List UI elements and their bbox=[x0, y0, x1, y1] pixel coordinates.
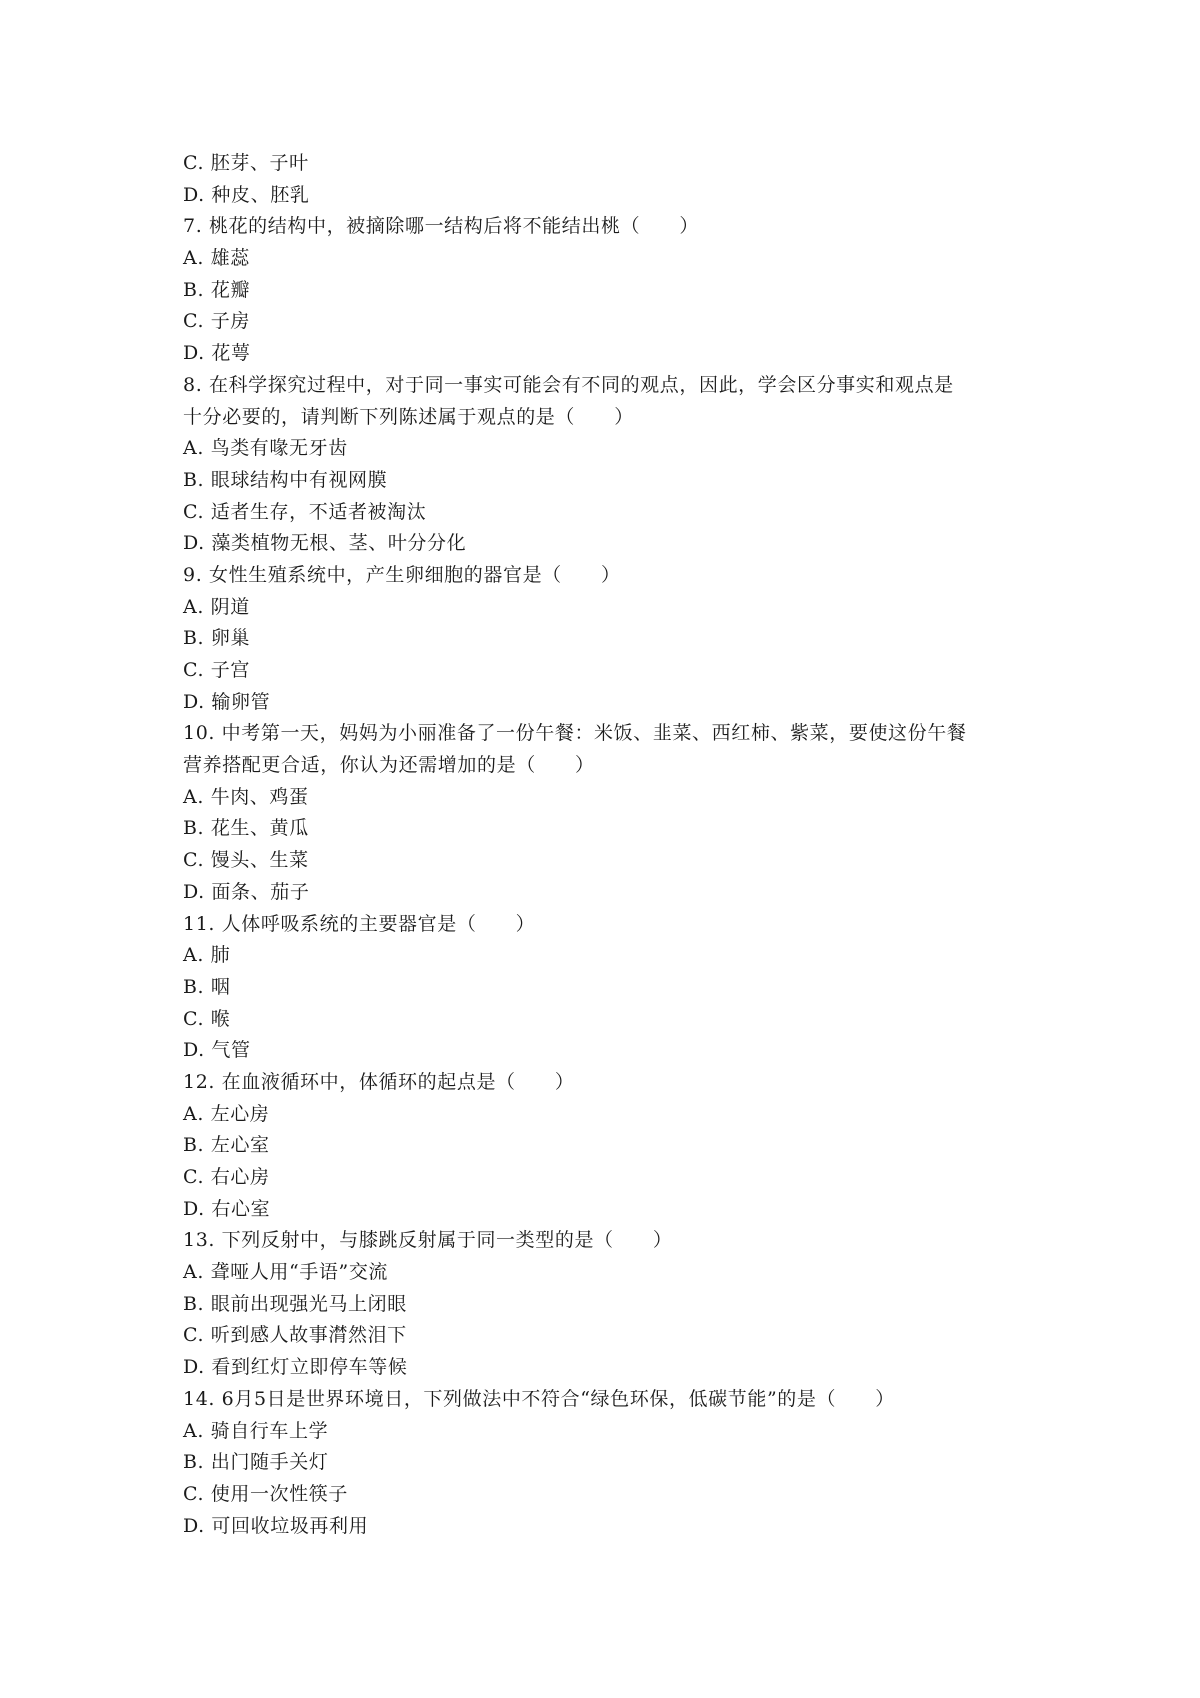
option-c: C. 馒头、生菜 bbox=[183, 849, 309, 872]
document-page bbox=[183, 148, 1043, 1542]
option-b: B. 卵巢 bbox=[183, 627, 251, 650]
question-10-cont: 营养搭配更合适，你认为还需增加的是（ ） bbox=[183, 754, 595, 777]
option-b: B. 眼球结构中有视网膜 bbox=[183, 468, 388, 491]
option-c: C. 胚芽、子叶 bbox=[183, 152, 309, 174]
option-a: A. 左心房 bbox=[183, 1102, 270, 1125]
option-b: B. 左心室 bbox=[183, 1134, 270, 1157]
question-9: 9. 女性生殖系统中，产生卵细胞的器官是（ ） bbox=[183, 563, 621, 586]
option-b: B. 眼前出现强光马上闭眼 bbox=[183, 1292, 407, 1315]
option-a: A. 骑自行车上学 bbox=[183, 1419, 329, 1442]
option-c: C. 听到感人故事潸然泪下 bbox=[183, 1324, 407, 1347]
option-d: D. 输卵管 bbox=[183, 690, 271, 713]
option-d: D. 面条、茄子 bbox=[183, 880, 310, 903]
option-a: A. 肺 bbox=[183, 944, 231, 967]
option-a: A. 牛肉、鸡蛋 bbox=[183, 785, 309, 808]
question-13: 13. 下列反射中，与膝跳反射属于同一类型的是（ ） bbox=[183, 1229, 673, 1252]
question-12: 12. 在血液循环中，体循环的起点是（ ） bbox=[183, 1070, 575, 1093]
option-d: D. 种皮、胚乳 bbox=[183, 183, 310, 206]
option-a: A. 雄蕊 bbox=[183, 247, 250, 270]
question-10: 10. 中考第一天，妈妈为小丽准备了一份午餐：米饭、韭菜、西红柿、紫菜，要使这份午餐 bbox=[183, 722, 967, 745]
question-11: 11. 人体呼吸系统的主要器官是（ ） bbox=[183, 912, 536, 935]
option-d: D. 看到红灯立即停车等候 bbox=[183, 1356, 408, 1379]
option-d: D. 右心室 bbox=[183, 1197, 271, 1220]
question-8-cont: 十分必要的，请判断下列陈述属于观点的是（ ） bbox=[183, 405, 634, 428]
option-c: C. 使用一次性筷子 bbox=[183, 1482, 348, 1505]
question-8: 8. 在科学探究过程中，对于同一事实可能会有不同的观点，因此，学会区分事实和观点是 bbox=[183, 373, 954, 396]
option-b: B. 咽 bbox=[183, 975, 231, 998]
option-c: C. 子房 bbox=[183, 310, 250, 333]
question-7: 7. 桃花的结构中，被摘除哪一结构后将不能结出桃（ ） bbox=[183, 215, 699, 238]
option-a: A. 阴道 bbox=[183, 595, 250, 618]
question-14: 14. 6月5日是世界环境日，下列做法中不符合“绿色环保，低碳节能”的是（ ） bbox=[183, 1387, 895, 1410]
option-c: C. 右心房 bbox=[183, 1166, 270, 1188]
option-a: A. 聋哑人用“手语”交流 bbox=[183, 1261, 389, 1284]
option-b: B. 花瓣 bbox=[183, 278, 251, 301]
option-b: B. 出门随手关灯 bbox=[183, 1451, 329, 1474]
option-d: D. 可回收垃圾再利用 bbox=[183, 1514, 369, 1537]
option-d: D. 藻类植物无根、茎、叶分分化 bbox=[183, 532, 467, 555]
option-c: C. 喉 bbox=[183, 1007, 231, 1030]
option-a: A. 鸟类有喙无牙齿 bbox=[183, 437, 348, 460]
option-c: C. 子宫 bbox=[183, 659, 250, 681]
option-c: C. 适者生存，不适者被淘汰 bbox=[183, 500, 427, 523]
option-d: D. 气管 bbox=[183, 1039, 251, 1062]
option-d: D. 花萼 bbox=[183, 342, 251, 365]
option-b: B. 花生、黄瓜 bbox=[183, 817, 309, 840]
